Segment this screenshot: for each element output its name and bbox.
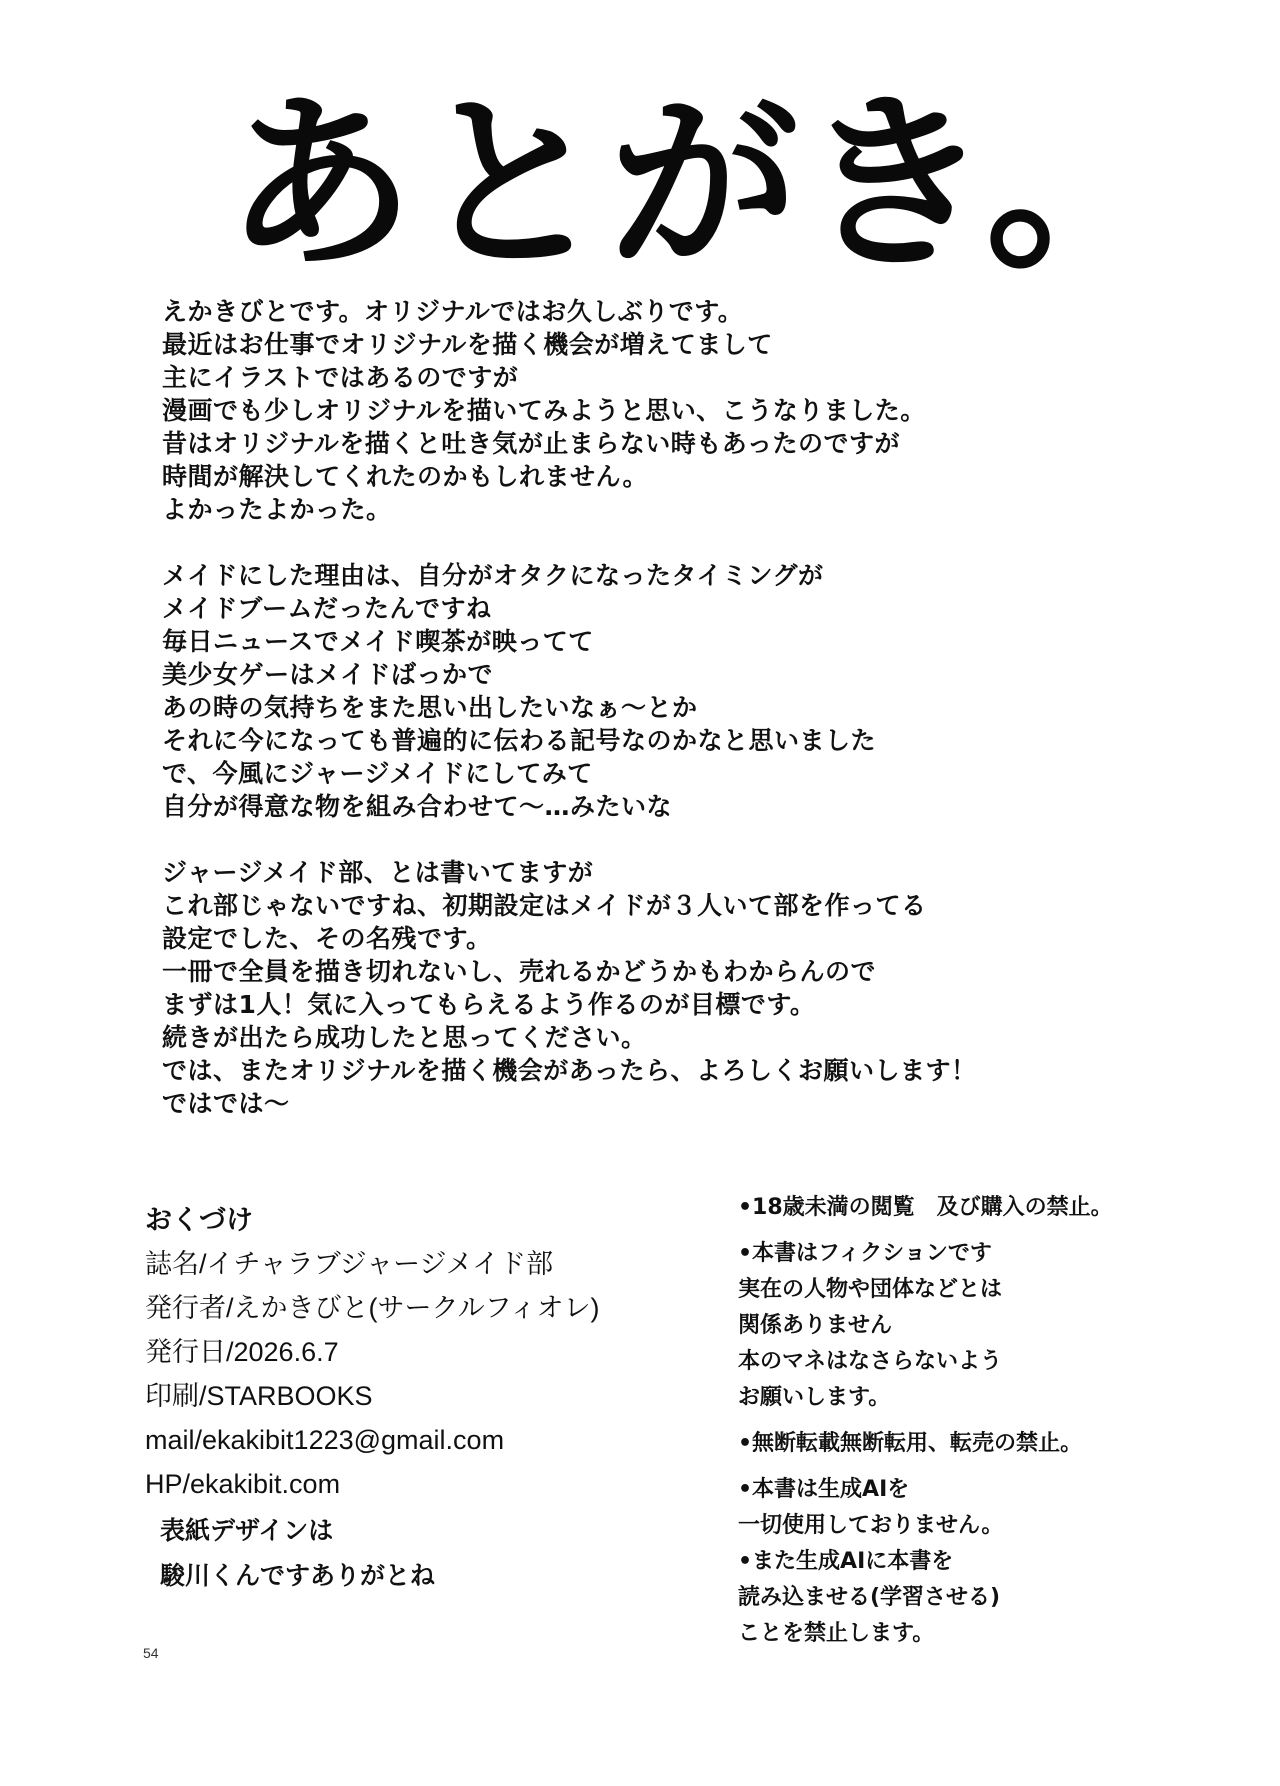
afterword-line: 漫画でも少しオリジナルを描いてみようと思い、こうなりました。 (162, 396, 926, 425)
afterword-line: それに今になっても普遍的に伝わる記号なのかなと思いました (162, 726, 877, 755)
afterword-line: 一冊で全員を描き切れないし、売れるかどうかもわからんので (162, 957, 877, 986)
notice-line: 本のマネはなさらないよう (738, 1349, 1003, 1374)
notice-line: 実在の人物や団体などとは (738, 1277, 1003, 1302)
afterword-paragraph-1 (162, 295, 1162, 526)
afterword-line: 時間が解決してくれたのかもしれません。 (162, 462, 649, 491)
afterword-line: 美少女ゲーはメイドばっかで (162, 660, 494, 689)
afterword-line: ジャージメイド部、とは書いてますが (162, 858, 594, 887)
afterword-line: 設定でした、その名残です。 (162, 924, 492, 953)
notice-line: •18歳未満の閲覧 及び購入の禁止。 (738, 1195, 1113, 1220)
afterword-line: 続きが出たら成功したと思ってください。 (162, 1023, 647, 1052)
afterword-line: ではでは〜 (162, 1089, 290, 1118)
notice-age-restriction (738, 1190, 1158, 1226)
afterword-line: えかきびとです。オリジナルではお久しぶりです。 (162, 297, 744, 326)
colophon-publisher: 発行者/えかきびと(サークルフィオレ) (145, 1293, 600, 1323)
colophon-mail: mail/ekakibit1223@gmail.com (145, 1425, 505, 1455)
colophon-date: 発行日/2026.6.7 (145, 1337, 339, 1367)
notice-no-ai (738, 1472, 1158, 1652)
thanks-line: 表紙デザインは (160, 1516, 334, 1545)
afterword-line: まずは1人！気に入ってもらえるよう作るのが目標です。 (162, 990, 816, 1019)
notice-line: 読み込ませる(学習させる) (738, 1585, 1001, 1610)
afterword-paragraph-3 (162, 856, 1162, 1120)
cover-design-thanks (160, 1508, 600, 1598)
thanks-line: 駿川くんですありがとね (160, 1561, 436, 1590)
notice-line: 関係ありません (738, 1313, 893, 1338)
afterword-line: 最近はお仕事でオリジナルを描く機会が増えてまして (162, 330, 773, 359)
notice-no-reprint (738, 1426, 1158, 1462)
afterword-line: 主にイラストではあるのですが (162, 363, 519, 392)
notice-fiction (738, 1236, 1158, 1416)
notice-line: ことを禁止します。 (738, 1621, 935, 1646)
colophon-heading: おくづけ (145, 1205, 253, 1235)
page-number: 54 (143, 1645, 159, 1661)
notice-line: •本書はフィクションです (738, 1241, 992, 1266)
afterword-line: 昔はオリジナルを描くと吐き気が止まらない時もあったのですが (162, 429, 901, 458)
afterword-line: あの時の気持ちをまた思い出したいなぁ〜とか (162, 693, 698, 722)
afterword-line: メイドにした理由は、自分がオタクになったタイミングが (162, 561, 824, 590)
page-title: あとがき。 (225, 74, 1178, 295)
colophon-homepage: HP/ekakibit.com (145, 1469, 341, 1499)
notice-line: 一切使用しておりません。 (738, 1513, 1004, 1538)
afterword-line: 毎日ニュースでメイド喫茶が映ってて (162, 627, 594, 656)
afterword-paragraph-2 (162, 559, 1162, 823)
colophon (145, 1198, 745, 1506)
notice-line: •無断転載無断転用、転売の禁止。 (738, 1431, 1083, 1456)
afterword-line: 自分が得意な物を組み合わせて〜…みたいな (162, 792, 673, 821)
afterword-line: これ部じゃないですね、初期設定はメイドが３人いて部を作ってる (162, 891, 927, 920)
afterword-body (162, 295, 1162, 1120)
notice-line: お願いします。 (738, 1385, 891, 1410)
afterword-line: では、またオリジナルを描く機会があったら、よろしくお願いします！ (162, 1056, 977, 1085)
afterword-line: メイドブームだったんですね (162, 594, 492, 623)
colophon-printer: 印刷/STARBOOKS (145, 1381, 373, 1411)
notices (738, 1190, 1158, 1662)
afterword-line: よかったよかった。 (162, 495, 392, 524)
afterword-line: で、今風にジャージメイドにしてみて (162, 759, 593, 788)
notice-line: •本書は生成AIを (738, 1477, 910, 1502)
colophon-title: 誌名/イチャラブジャージメイド部 (145, 1249, 554, 1279)
notice-line: •また生成AIに本書を (738, 1549, 954, 1574)
